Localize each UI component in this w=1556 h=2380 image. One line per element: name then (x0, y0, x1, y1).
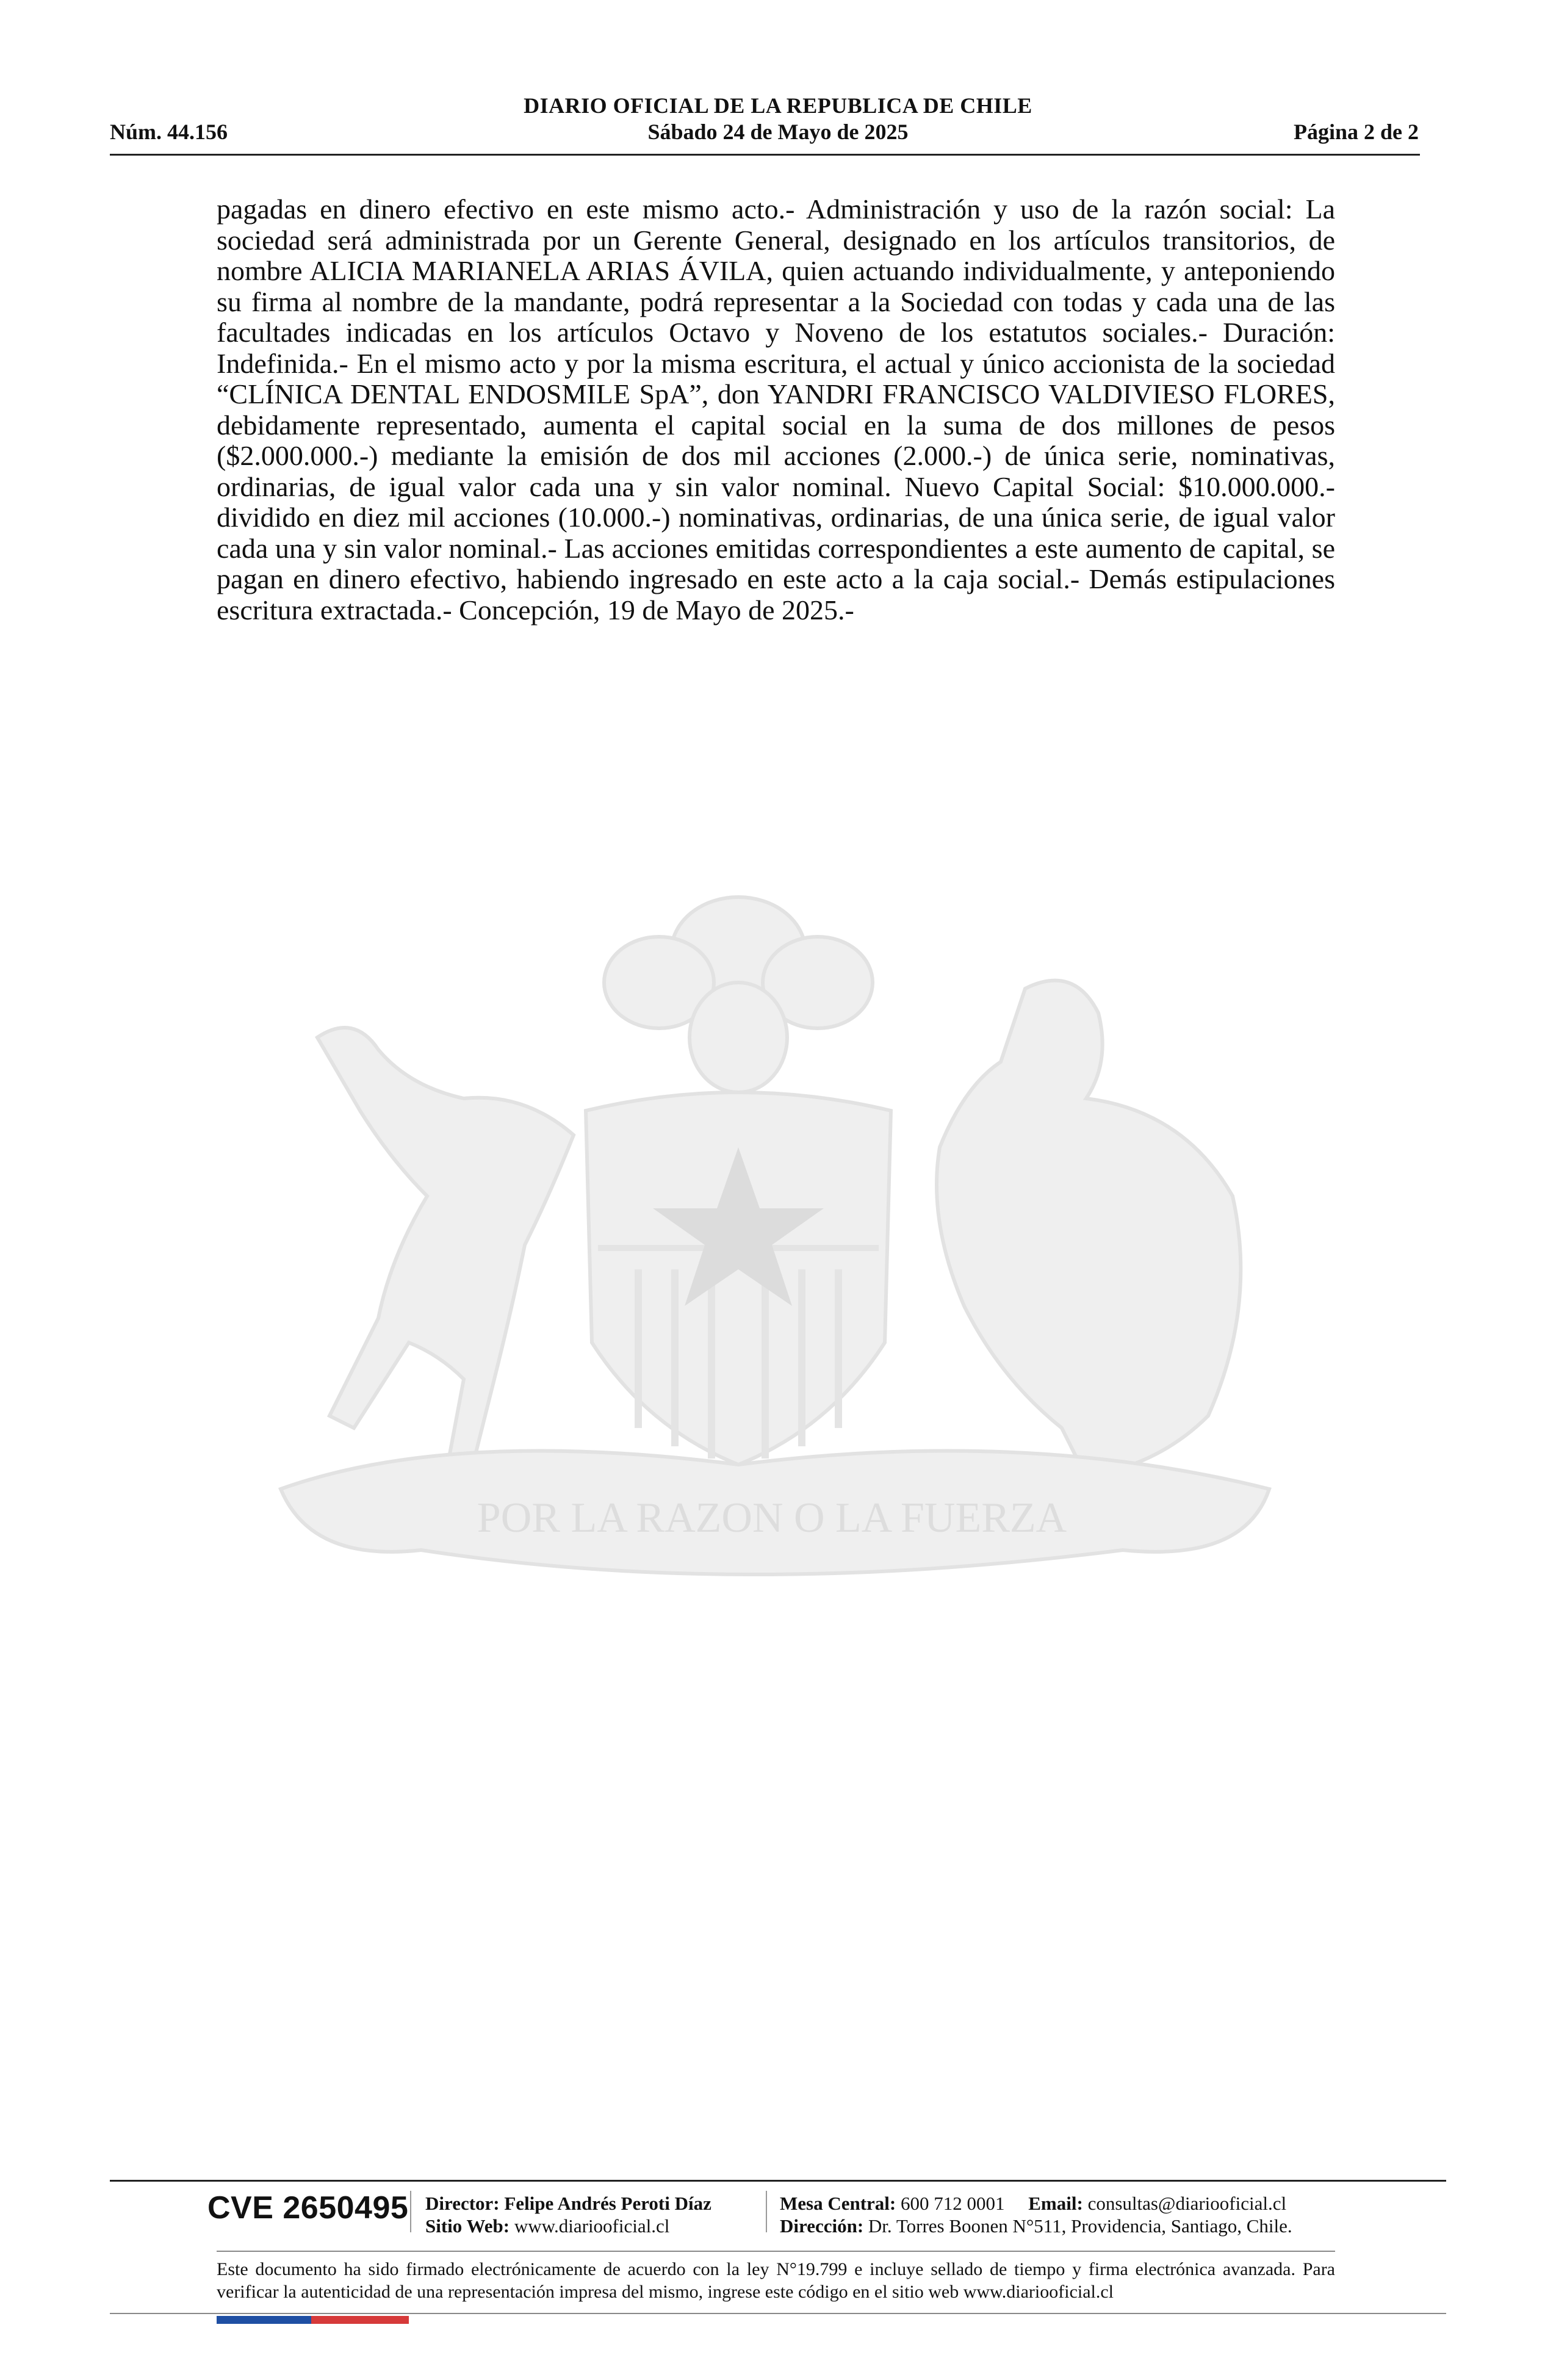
phone-label: Mesa Central: (780, 2193, 896, 2214)
issue-number: Núm. 44.156 (110, 120, 228, 144)
director-name: Felipe Andrés Peroti Díaz (504, 2193, 711, 2214)
footer-separator (766, 2191, 767, 2232)
contact-line (780, 2193, 1286, 2215)
cve-code: CVE 2650495 (207, 2190, 409, 2226)
address-label: Dirección: (780, 2215, 864, 2237)
flag-stripe-blue (217, 2316, 311, 2324)
issue-date: Sábado 24 de Mayo de 2025 (647, 120, 909, 144)
footer-separator (410, 2191, 411, 2232)
email-link[interactable]: consultas@diariooficial.cl (1087, 2193, 1287, 2214)
newspaper-title: DIARIO OFICIAL DE LA REPUBLICA DE CHILE (524, 93, 1032, 118)
flag-stripe-red (311, 2316, 409, 2324)
footer-divider-top (110, 2180, 1446, 2182)
watermark-motto: POR LA RAZON O LA FUERZA (477, 1495, 1067, 1542)
footer-divider-bottom (110, 2313, 1446, 2314)
footer-divider-mid (217, 2251, 1335, 2252)
website-line (425, 2215, 669, 2237)
page-indicator: Página 2 de 2 (1293, 120, 1419, 144)
notice-body-text: pagadas en dinero efectivo en este mismo acto.- Administración y uso de la razón social: La sociedad será administrada por un Gerente General, designado en los artículos transitorios, de nombre ALICIA MARIANELA ARIAS ÁVILA, quien actuando individualmente, y anteponiendo su firma al nombre de la mandante, podrá representar a la Sociedad con todas y cada una de las facultades indicadas en los artículos Octavo y Noveno de los estatutos sociales.- Duración: Indefinida.- En el mismo acto y por la misma escritura, el actual y único accionista de la sociedad “CLÍNICA DENTAL ENDOSMILE SpA”, don YANDRI FRANCISCO VALDIVIESO FLORES, debidamente representado, aumenta el capital social en la suma de dos millones de pesos ($2.000.000.-) mediante la emisión de dos mil acciones (2.000.-) de única serie, nominativas, ordinarias, de igual valor cada una y sin valor nominal. Nuevo Capital Social: $10.000.000.- dividido en diez mil acciones (10.000.-) nominativas, ordinarias, de una única serie, de igual valor cada una y sin valor nominal.- Las acciones emitidas correspondientes a este aumento de capital, se pagan en dinero efectivo, habiendo ingresado en este acto a la caja social.- Demás estipulaciones escritura extractada.- Concepción, 19 de Mayo de 2025.- (217, 193, 1335, 626)
director-line (425, 2193, 711, 2215)
address-value: Dr. Torres Boonen N°511, Providencia, Santiago, Chile. (868, 2215, 1292, 2237)
website-link[interactable]: www.diariooficial.cl (514, 2215, 670, 2237)
address-line (780, 2215, 1292, 2237)
legal-notice: Este documento ha sido firmado electrónicamente de acuerdo con la ley N°19.799 e incluye sellado de tiempo y firma electrónica avanzada. Para verificar la autenticidad de una representación impresa del mismo, ingrese este código en el sitio web www.diariooficial.cl (217, 2259, 1335, 2302)
director-label: Director: (425, 2193, 500, 2214)
email-label: Email: (1028, 2193, 1083, 2214)
phone-number: 600 712 0001 (901, 2193, 1005, 2214)
header-divider (110, 154, 1420, 156)
coat-of-arms-watermark-icon (207, 879, 1336, 1672)
website-label: Sitio Web: (425, 2215, 510, 2237)
